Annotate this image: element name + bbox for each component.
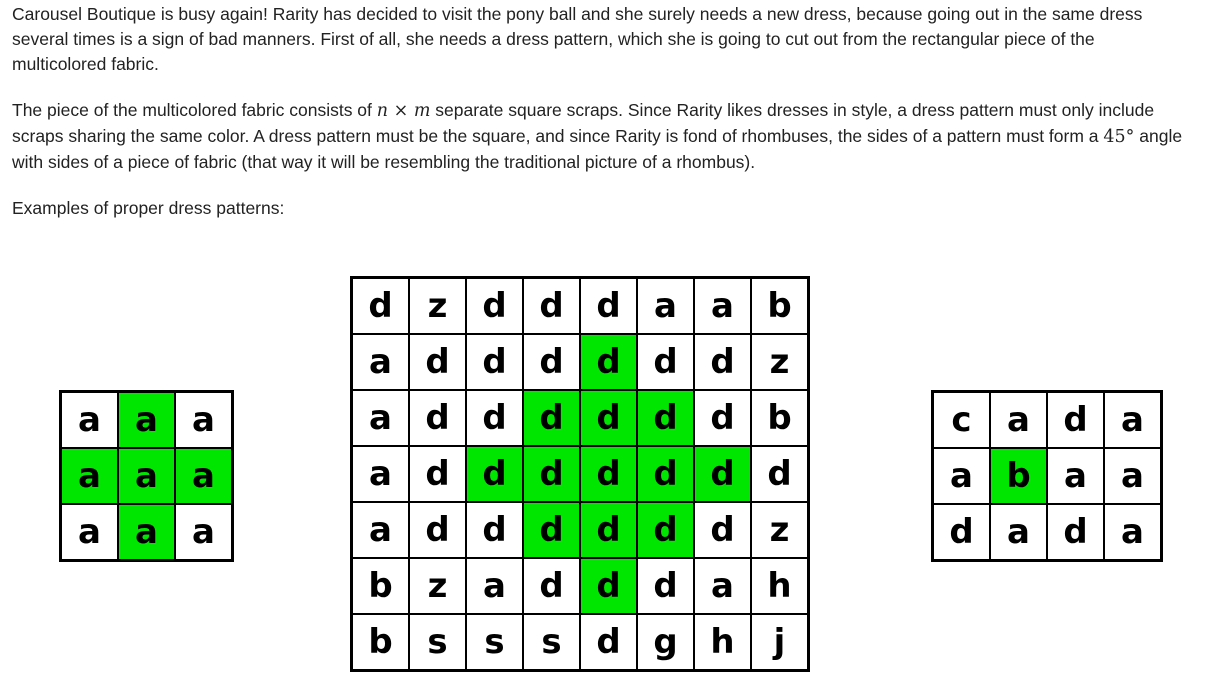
grid-cell: z [751,334,809,390]
math-45-degrees: 45° [1103,127,1135,147]
grid-cell: d [637,502,694,558]
grid-cell: a [1104,448,1162,504]
grid-row [352,502,809,558]
grid-cell: b [751,278,809,335]
grid-cell: d [933,504,991,561]
grid-row [352,334,809,390]
grid-cell: d [523,334,580,390]
grid-row [933,448,1162,504]
grid-cell: d [580,502,637,558]
statement-paragraph-1: Carousel Boutique is busy again! Rarity has decided to visit the pony ball and she surely needs a new dress, because going out in the same dress several times is a sign of bad manners. First of all, she needs a dress pattern, which she is going to cut out from the rectangular piece of the multicolored fabric. [12,4,1143,74]
grid-cell: a [118,392,175,449]
grid-cell: a [175,448,233,504]
grid-cell: a [694,558,751,614]
grid-cell: a [61,392,119,449]
grid-cell: d [694,446,751,502]
grid-cell: d [694,334,751,390]
grid-cell: d [409,334,466,390]
grid-cell: a [990,392,1047,449]
grid-cell: z [751,502,809,558]
grid-cell: a [352,334,410,390]
paragraph-2-text-a: The piece of the multicolored fabric consists of [12,100,377,120]
grid-cell: d [466,334,523,390]
grid-cell: d [523,502,580,558]
math-n-times-m: n × m [376,101,431,121]
examples-heading: Examples of proper dress patterns: [12,198,285,218]
grid-cell: a [990,504,1047,561]
grid-cell: d [580,446,637,502]
grid-cell: d [580,614,637,671]
grid-cell: b [352,614,410,671]
grid-row [933,392,1162,449]
example-grid-1 [59,390,234,562]
grid-row [352,558,809,614]
grid-cell: d [751,446,809,502]
grid-cell: d [523,390,580,446]
grid-cell: j [751,614,809,671]
grid-cell: d [409,446,466,502]
grid-cell: a [466,558,523,614]
grid-cell: d [352,278,410,335]
paragraph-2-text-b: separate square scraps. Since Rarity likes dresses in style, a dress pattern must only include scraps sharing the same color. A dress pattern must be the square, and since Rarity is fond of rhombuses, the sides of a pattern must form a [12,100,1155,146]
grid-row [352,614,809,671]
grid-cell: d [1047,504,1104,561]
example-grid-3 [931,390,1163,562]
grid-cell: a [61,448,119,504]
grid-cell: h [694,614,751,671]
grid-cell: c [933,392,991,449]
grid-cell: a [352,502,410,558]
grid-cell: h [751,558,809,614]
grid-row [933,504,1162,561]
grid-cell: z [409,278,466,335]
grid-row [61,392,233,449]
grid-cell: g [637,614,694,671]
grid-cell: d [409,502,466,558]
grid-cell: d [637,390,694,446]
example-grid-2 [350,276,810,672]
grid-cell: d [1047,392,1104,449]
grid-row [61,448,233,504]
grid-cell: a [352,390,410,446]
grid-cell: d [409,390,466,446]
grid-cell: s [409,614,466,671]
grid-cell: a [175,504,233,561]
grid-cell: d [580,334,637,390]
grid-cell: d [637,446,694,502]
grid-cell: a [352,446,410,502]
grid-cell: d [466,446,523,502]
grid-cell: d [637,558,694,614]
grid-cell: d [694,390,751,446]
paragraph-2-text-c: angle with sides of a piece of fabric (that way it will be resembling the traditional picture of a rhombus). [12,126,1183,172]
grid-row [352,446,809,502]
grid-cell: a [933,448,991,504]
grid-cell: a [637,278,694,335]
grid-cell: d [523,278,580,335]
grid-cell: d [580,558,637,614]
grid-cell: a [1047,448,1104,504]
grid-cell: d [466,390,523,446]
grid-cell: d [523,558,580,614]
grid-cell: a [694,278,751,335]
grid-cell: a [118,448,175,504]
grid-cell: d [466,502,523,558]
statement-paragraph-2 [12,98,1192,175]
grid-cell: b [751,390,809,446]
grid-cell: s [466,614,523,671]
grid-cell: a [175,392,233,449]
grid-cell: s [523,614,580,671]
grid-cell: z [409,558,466,614]
grid-cell: d [580,278,637,335]
grid-cell: a [1104,504,1162,561]
grid-cell: d [637,334,694,390]
grid-row [61,504,233,561]
grid-cell: a [61,504,119,561]
grid-cell: b [352,558,410,614]
grid-cell: a [1104,392,1162,449]
grid-row [352,390,809,446]
grid-cell: d [466,278,523,335]
grid-cell: a [118,504,175,561]
grid-cell: d [523,446,580,502]
grid-cell: d [694,502,751,558]
grid-row [352,278,809,335]
grid-cell: b [990,448,1047,504]
grid-cell: d [580,390,637,446]
